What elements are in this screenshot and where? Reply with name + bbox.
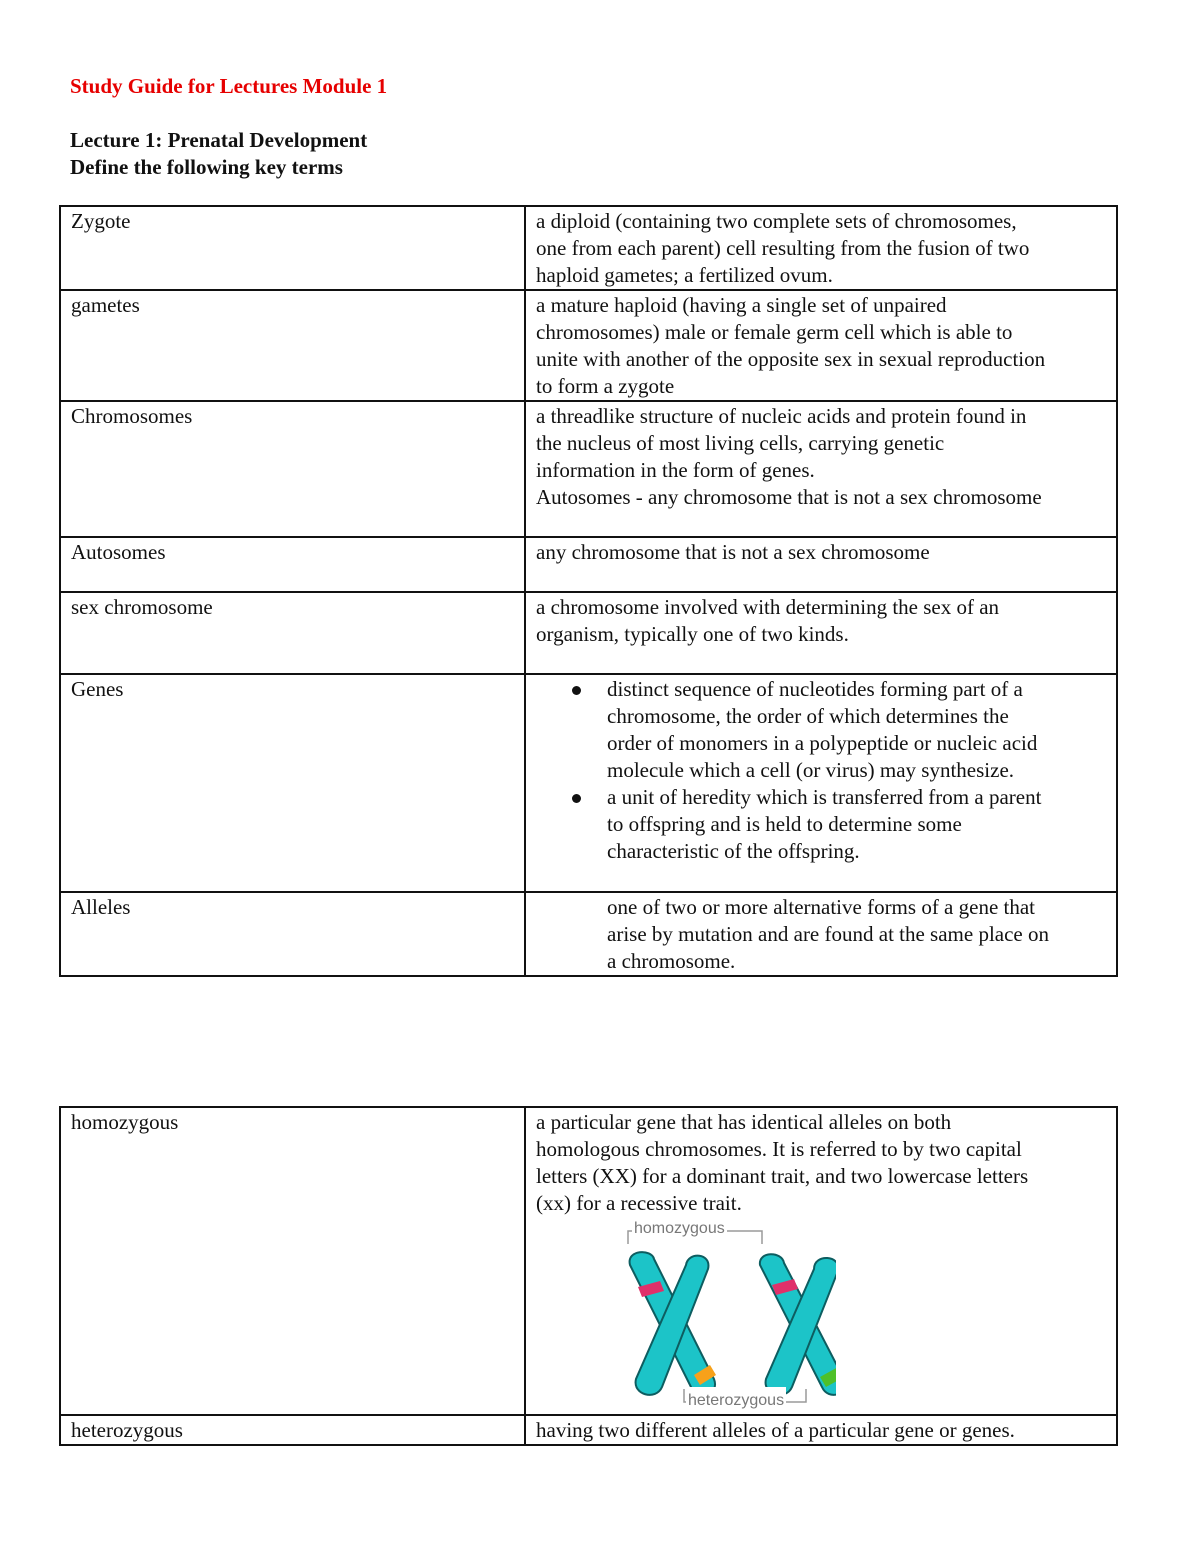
bullet-list xyxy=(536,676,1106,865)
table-row xyxy=(60,1415,1117,1445)
definition-cell xyxy=(525,1415,1117,1445)
definition-line: a threadlike structure of nucleic acids and protein found in xyxy=(536,404,1027,428)
definition-line: to offspring and is held to determine some xyxy=(607,812,962,836)
definition-line: letters (XX) for a dominant trait, and two lowercase letters xyxy=(536,1164,1029,1188)
table-row xyxy=(60,674,1117,892)
definition-line: a chromosome. xyxy=(607,949,736,973)
definition-line: a particular gene that has identical alleles on both xyxy=(536,1110,952,1134)
definition-cell xyxy=(525,401,1117,537)
list-item xyxy=(607,676,1106,784)
definition-line: molecule which a cell (or virus) may synthesize. xyxy=(607,758,1015,782)
definition-line: one from each parent) cell resulting from the fusion of two xyxy=(536,236,1030,260)
document-title: Study Guide for Lectures Module 1 xyxy=(70,74,388,98)
definition-line: having two different alleles of a particular gene or genes. xyxy=(536,1418,1015,1442)
definition-line: chromosomes) male or female germ cell which is able to xyxy=(536,320,1013,344)
definition-line: organism, typically one of two kinds. xyxy=(536,622,849,646)
chromosome-diagram xyxy=(536,1219,836,1414)
term-cell: heterozygous xyxy=(60,1415,525,1445)
heterozygous-label: heterozygous xyxy=(686,1387,786,1414)
definition-line: a unit of heredity which is transferred from a parent xyxy=(607,785,1042,809)
instructions-text: Define the following key terms xyxy=(70,155,343,179)
table-row xyxy=(60,892,1117,976)
term-cell: gametes xyxy=(60,290,525,401)
definition-line: haploid gametes; a fertilized ovum. xyxy=(536,263,833,287)
term-cell: Chromosomes xyxy=(60,401,525,537)
definition-line: the nucleus of most living cells, carrying genetic xyxy=(536,431,945,455)
key-terms-table xyxy=(59,205,1118,977)
definition-line: information in the form of genes. xyxy=(536,458,815,482)
list-item xyxy=(607,784,1106,865)
table-row xyxy=(60,290,1117,401)
definition-line: (xx) for a recessive trait. xyxy=(536,1191,742,1215)
definition-line: characteristic of the offspring. xyxy=(607,839,860,863)
definition-line: a chromosome involved with determining the sex of an xyxy=(536,595,1000,619)
definition-line: a mature haploid (having a single set of unpaired xyxy=(536,293,947,317)
term-cell: homozygous xyxy=(60,1107,525,1415)
definition-line: homologous chromosomes. It is referred to by two capital xyxy=(536,1137,1022,1161)
definition-line: to form a zygote xyxy=(536,374,675,398)
definition-line: one of two or more alternative forms of a gene that xyxy=(607,895,1036,919)
definition-line: Autosomes - any chromosome that is not a sex chromosome xyxy=(536,485,1042,509)
table-row xyxy=(60,1107,1117,1415)
definition-cell xyxy=(525,592,1117,674)
definition-cell xyxy=(525,537,1117,592)
definition-cell xyxy=(525,290,1117,401)
definition-line: unite with another of the opposite sex in sexual reproduction xyxy=(536,347,1046,371)
definition-line: any chromosome that is not a sex chromosome xyxy=(536,540,930,564)
definition-line: chromosome, the order of which determines the xyxy=(607,704,1009,728)
definition-cell xyxy=(525,1107,1117,1415)
homozygous-label: homozygous xyxy=(632,1215,727,1242)
term-cell: Alleles xyxy=(60,892,525,976)
chromosome-left xyxy=(630,1252,716,1396)
definition-line: a diploid (containing two complete sets of chromosomes, xyxy=(536,209,1017,233)
lecture-title: Lecture 1: Prenatal Development xyxy=(70,128,368,152)
term-cell: Zygote xyxy=(60,206,525,290)
chromosome-right xyxy=(760,1254,836,1395)
definition-cell xyxy=(525,674,1117,892)
key-terms-table-continued xyxy=(59,1106,1118,1446)
definition-line: arise by mutation and are found at the same place on xyxy=(607,922,1050,946)
term-cell: Genes xyxy=(60,674,525,892)
definition-line: distinct sequence of nucleotides forming part of a xyxy=(607,677,1023,701)
chromosome-pair-illustration xyxy=(536,1219,836,1414)
definition-cell xyxy=(525,206,1117,290)
term-cell: sex chromosome xyxy=(60,592,525,674)
table-row xyxy=(60,206,1117,290)
definition-line: order of monomers in a polypeptide or nucleic acid xyxy=(607,731,1038,755)
table-row xyxy=(60,537,1117,592)
definition-cell xyxy=(525,892,1117,976)
table-row xyxy=(60,592,1117,674)
table-row xyxy=(60,401,1117,537)
term-cell: Autosomes xyxy=(60,537,525,592)
